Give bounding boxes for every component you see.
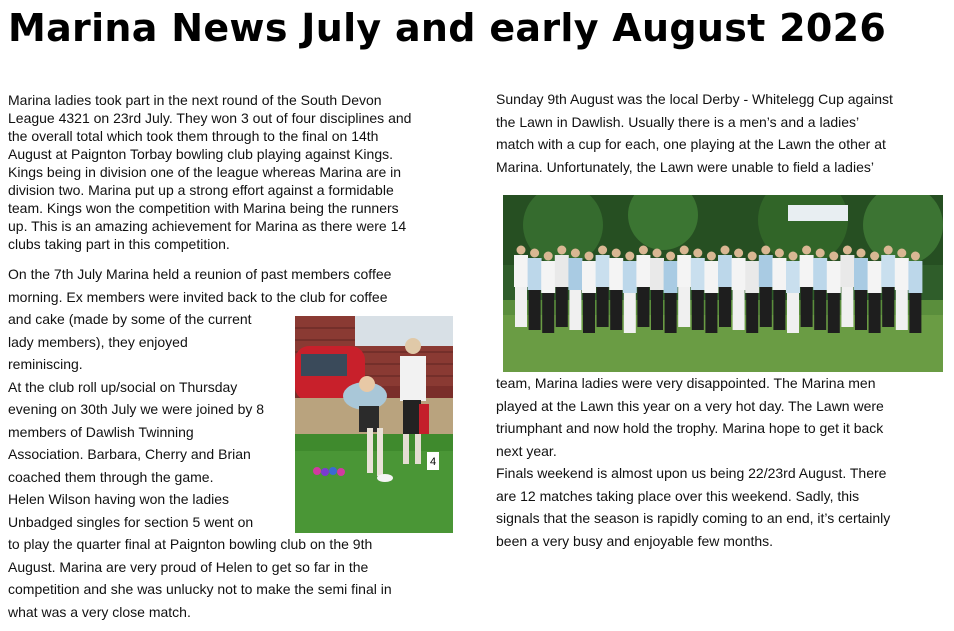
text-line: August at Paignton Torbay bowling club playing against Kings. (8, 146, 393, 162)
text-line: the Lawn in Dawlish. Usually there is a men’s and a ladies’ (496, 113, 860, 130)
person-figure (840, 246, 854, 328)
text-line: coached them through the game. (8, 468, 214, 485)
person-figure (514, 246, 528, 328)
person-figure (800, 246, 814, 328)
text-line: what was a very close match. (8, 603, 191, 620)
mat-number: 4 (429, 456, 437, 468)
person-figure (786, 252, 800, 334)
photo-bowler (295, 316, 453, 533)
text-line: signals that the season is rapidly coming to an end, it’s certainly (496, 510, 891, 526)
person-figure (541, 252, 555, 334)
text-line: Finals weekend is almost upon us being 22/23rd August. There (496, 465, 887, 481)
text-line: Association. Barbara, Cherry and Brian (8, 446, 251, 462)
text-line: evening on 30th July we were joined by 8 (8, 401, 265, 417)
page-title: Marina News July and early August 2026 (8, 6, 887, 50)
person-figure (677, 246, 691, 328)
paragraph-finals (496, 372, 890, 552)
person-figure (664, 252, 678, 334)
text-line: At the club roll up/social on Thursday (8, 378, 238, 395)
text-line: team. Kings won the competition with Marina being the runners (8, 200, 399, 216)
person-figure (745, 252, 759, 334)
person-figure (827, 252, 841, 334)
person-figure (582, 252, 596, 334)
text-line: Marina. Unfortunately, the Lawn were unable to field a ladies’ (496, 158, 874, 175)
text-line: been a very busy and enjoyable few months. (496, 532, 774, 549)
person-figure (732, 249, 746, 331)
paragraph-helen (8, 533, 392, 623)
text-line: Sunday 9th August was the local Derby - Whitelegg Cup against (496, 91, 893, 107)
text-line: August. Marina are very proud of Helen to get so far in the (8, 558, 369, 575)
person-figure (772, 249, 786, 331)
text-line: lady members), they enjoyed (8, 333, 188, 350)
paragraph-reunion (8, 263, 391, 308)
person-figure (718, 246, 732, 328)
text-line: to play the quarter final at Paignton bowling club on the 9th (8, 536, 373, 552)
person-figure (908, 252, 922, 334)
person-figure (596, 246, 610, 328)
person-figure (759, 246, 773, 328)
person-figure (609, 249, 623, 331)
text-line: triumphant and now hold the trophy. Marina hope to get it back (496, 420, 884, 436)
person-figure (854, 249, 868, 331)
text-line: On the 7th July Marina held a reunion of past members coffee (8, 266, 392, 282)
text-line: played at the Lawn this year on a very hot day. The Lawn were (496, 397, 884, 414)
text-line: reminiscing. (8, 356, 83, 372)
photo-group (503, 195, 943, 372)
text-line: League 4321 on 23rd July. They won 3 out of four disciplines and (8, 110, 412, 126)
paragraph-derby (496, 88, 893, 178)
text-line: competition and she was unlucky not to make the semi final in (8, 581, 392, 597)
person-figure (636, 246, 650, 328)
text-line: morning. Ex members were invited back to the club for coffee (8, 288, 388, 305)
person-figure (895, 249, 909, 331)
person-figure (568, 249, 582, 331)
text-line: the overall total which took them through to the final on 14th (8, 128, 379, 144)
person-figure (881, 246, 895, 328)
person-figure (813, 249, 827, 331)
person-figure (528, 249, 542, 331)
text-line: are 12 matches taking place over this weekend. Sadly, this (496, 487, 860, 504)
text-line: members of Dawlish Twinning (8, 423, 194, 440)
text-line: match with a cup for each, one playing at the Lawn the other at (496, 136, 886, 152)
text-line: division two. Marina put up a strong effort against a formidable (8, 182, 394, 198)
text-line: Marina ladies took part in the next round of the South Devon (8, 92, 382, 108)
paragraph-social (8, 308, 264, 533)
text-line: up. This is an amazing achievement for Marina as there were 14 (8, 218, 407, 234)
text-line: Unbadged singles for section 5 went on (8, 513, 254, 530)
text-line: team, Marina ladies were very disappointed. The Marina men (496, 375, 876, 391)
paragraph-league (8, 91, 411, 253)
text-line: Helen Wilson having won the ladies (8, 491, 230, 507)
person-figure (555, 246, 569, 328)
person-figure (623, 252, 637, 334)
person-figure (704, 252, 718, 334)
text-line: Kings being in division one of the league whereas Marina are in (8, 164, 402, 180)
person-figure (868, 252, 882, 334)
text-line: clubs taking part in this competition. (8, 236, 230, 252)
person-figure (691, 249, 705, 331)
text-line: next year. (496, 442, 557, 459)
text-line: and cake (made by some of the current (8, 311, 252, 327)
person-figure (650, 249, 664, 331)
